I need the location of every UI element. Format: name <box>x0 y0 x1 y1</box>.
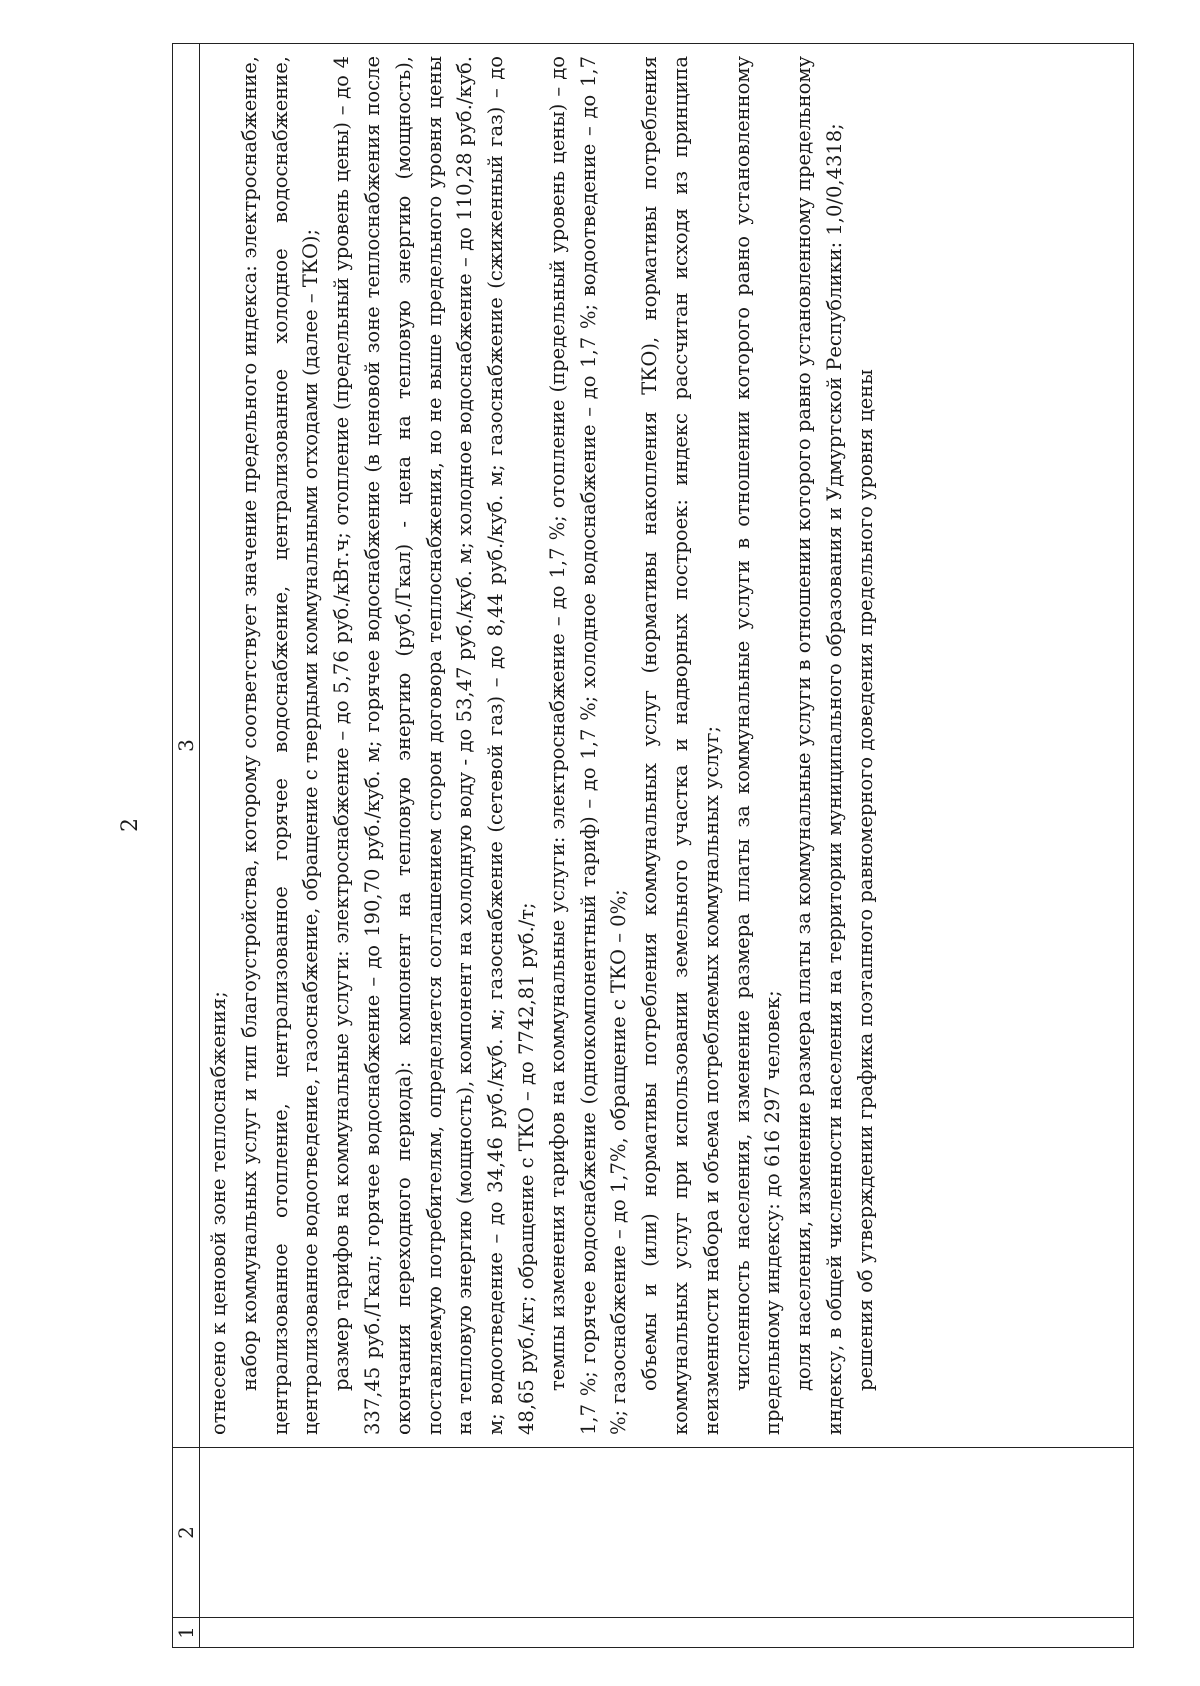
paragraph-population-share: доля населения, изменение размера платы за коммунальные услуги в отношении которого равно установленному предельному индексу, в общей численности населения на территории муниципального образования и Удмуртской Республики: 1,0/0,4318; <box>792 56 846 1435</box>
table-row <box>200 44 1134 1648</box>
paragraph-population-count: численность населения, изменение размера платы за коммунальные услуги в отношении которого равно установленному предельному индексу: до 616 297 человек; <box>730 56 785 1435</box>
paragraph-price-schedule: решения об утверждении графика поэтапного равномерного доведения предельного уровня цены <box>853 369 877 1391</box>
cell-content <box>200 44 882 1447</box>
paragraph-heat-zone: отнесено к ценовой зоне теплоснабжения; <box>207 991 230 1435</box>
paragraph-consumption-norms: объемы и (или) нормативы потребления коммунальных услуг (нормативы накопления ТКО), нормативы потребления коммунальных услуг при использовании земельного участка и надворных построек: индекс рассчитан исходя из принципа неизменности набора и объема потребляемых коммунальных услуг; <box>638 56 723 1435</box>
document-table <box>172 43 1134 1648</box>
paragraph-tariff-rates: темпы изменения тарифов на коммунальные услуги: электроснабжение – до 1,7 %; отопление (предельный уровень цены) – до 1,7 %; горячее водоснабжение (однокомпонентный тариф) – до 1,7 %; холодное водоснабжение – до 1,7 %; водоотведение – до 1,7 %; газоснабжение – до 1,7%, обращение с ТКО – 0%; <box>545 56 631 1435</box>
paragraph-tariff-sizes: размер тарифов на коммунальные услуги: электроснабжение – до 5,76 руб./кВт.ч; отопление (предельный уровень цены) – до 4 337,45 руб./Гкал; горячее водоснабжение – до 190,70 руб./куб. м; горячее водоснабжение (в ценовой зоне теплоснабжения после окончания переходного периода): компонент на тепловую энергию (руб./Гкал) - цена на тепловую энергию (мощность), поставляемую потребителям, определяется соглашением сторон договора теплоснабжения, но не выше предельного уровня цены на тепловую энергию (мощность), компонент на холодную воду - до 53,47 руб./куб. м; холодное водоснабжение – до 110,28 руб./куб. м; водоотведение – до 34,46 руб./куб. м; газоснабжение (сетевой газ) – до 8,44 руб./куб. м; газоснабжение (сжиженный газ) – до 48,65 руб./кг; обращение с ТКО – до 7742,81 руб./т; <box>330 56 538 1435</box>
column-header-1: 1 <box>173 1618 200 1648</box>
column-header-3: 3 <box>173 44 200 1448</box>
cell-col-2 <box>200 1448 1134 1618</box>
column-header-2: 2 <box>173 1448 200 1618</box>
cell-col-3 <box>200 44 1134 1448</box>
cell-col-1 <box>200 1618 1134 1648</box>
rotated-page <box>172 44 1134 1648</box>
table-header-row <box>173 44 200 1648</box>
page-number: 2 <box>118 818 143 832</box>
paragraph-services-set: набор коммунальных услуг и тип благоустройства, которому соответствует значение предельного индекса: электроснабжение, централизованное отопление, централизованное горячее водоснабжение, централизованное холодное водоснабжение, централизованное водоотведение, газоснабжение, обращение с твердыми коммунальными отходами (далее – ТКО); <box>237 56 323 1435</box>
